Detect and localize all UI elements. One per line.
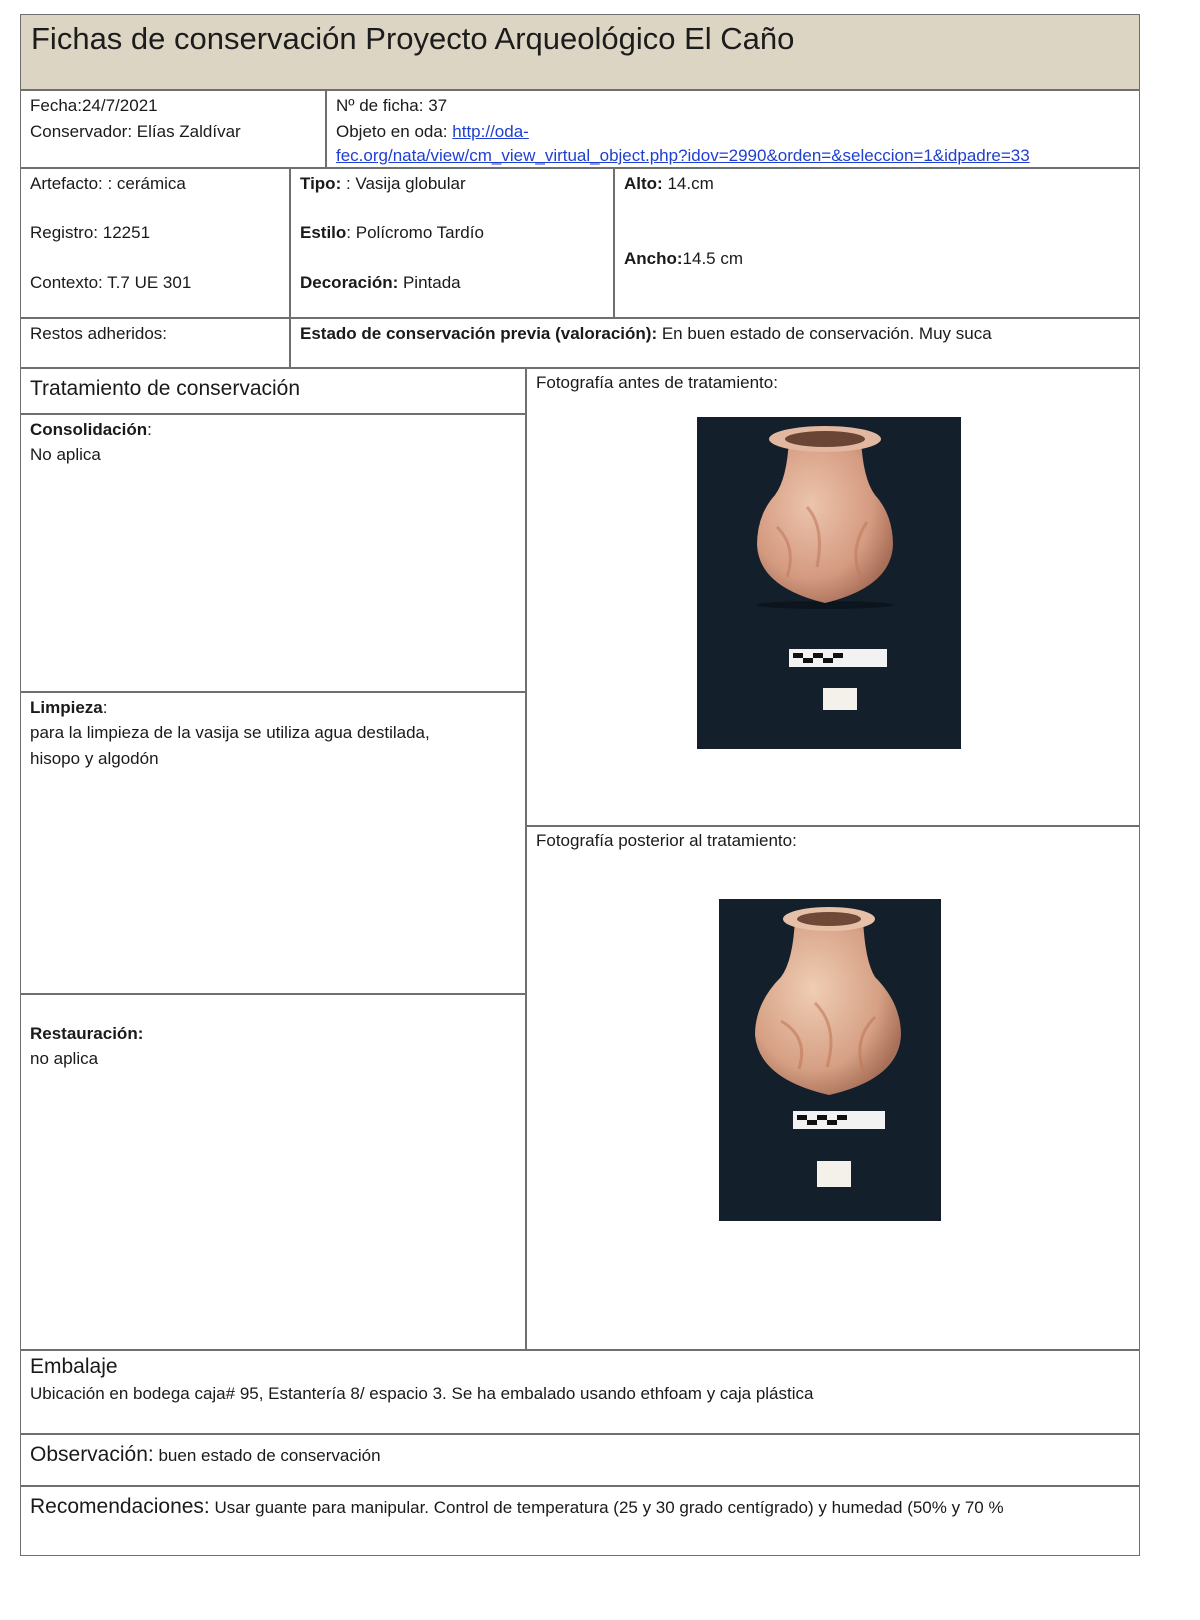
observacion-label: Observación: [30, 1443, 154, 1466]
objeto-label: Objeto en oda: [336, 122, 448, 141]
header-bar [20, 14, 1140, 90]
alto-value: 14.cm [662, 174, 714, 193]
restauracion-value: no aplica [30, 1049, 99, 1068]
foto-antes-cell [526, 368, 1140, 826]
ancho-row [624, 246, 743, 272]
tipo-row [300, 171, 466, 197]
limpieza-line-1: para la limpieza de la vasija se utiliza agua destilada, [30, 723, 430, 742]
photo-before-image [697, 417, 961, 749]
consolidacion-value: No aplica [30, 445, 101, 464]
estilo-value: : Polícromo Tardío [346, 223, 484, 242]
observacion-cell [20, 1434, 1140, 1486]
limpieza-row [30, 695, 107, 721]
conservador-text: Conservador: Elías Zaldívar [30, 122, 241, 141]
page-title: Fichas de conservación Proyecto Arqueológico El Caño [31, 21, 795, 56]
estado-row [300, 321, 992, 347]
objeto-link-continued[interactable]: fec.org/nata/view/cm_view_virtual_object.php?idov=2990&orden=&seleccion=1&idpadre=33 [336, 146, 1030, 165]
tipo-cell [290, 168, 614, 318]
recomendaciones-row [30, 1495, 1004, 1521]
photo-after-image [719, 899, 941, 1221]
alto-label: Alto: [624, 174, 663, 193]
consolidacion-label: Consolidación [30, 420, 148, 439]
tratamiento-heading: Tratamiento de conservación [30, 377, 301, 400]
fecha-cell [20, 90, 326, 168]
artefacto-cell [20, 168, 290, 318]
estado-label: Estado de conservación previa (valoración): [300, 324, 658, 343]
restauracion-label: Restauración: [30, 1024, 144, 1043]
conservation-sheet [20, 14, 1180, 1600]
tipo-label: Tipo: [300, 174, 342, 193]
embalaje-text: Ubicación en bodega caja# 95, Estantería 8/ espacio 3. Se ha embalado usando ethfoam y caja plástica [30, 1384, 814, 1403]
observacion-row [30, 1443, 381, 1469]
consolidacion-sep: : [147, 420, 152, 439]
contexto-text: Contexto: T.7 UE 301 [30, 273, 192, 292]
consolidacion-row [30, 417, 152, 443]
objeto-link[interactable]: http://oda- [452, 122, 529, 141]
ancho-value: 14.5 cm [682, 249, 744, 268]
decoracion-value: Pintada [398, 273, 461, 292]
restos-text: Restos adheridos: [30, 324, 168, 343]
fecha-text: Fecha:24/7/2021 [30, 96, 158, 115]
consolidacion-cell [20, 414, 526, 692]
restos-cell [20, 318, 290, 368]
alto-row [624, 171, 714, 197]
estado-cell [290, 318, 1140, 368]
limpieza-sep: : [102, 698, 108, 717]
ancho-label: Ancho: [624, 249, 683, 268]
objeto-row [336, 119, 529, 145]
estilo-row [300, 220, 484, 246]
limpieza-cell [20, 692, 526, 994]
objeto-link-cont [336, 143, 1030, 169]
ficha-number: Nº de ficha: 37 [336, 96, 448, 115]
recomendaciones-cell [20, 1486, 1140, 1556]
limpieza-line-2: hisopo y algodón [30, 749, 159, 768]
decoracion-label: Decoración: [300, 273, 399, 292]
observacion-value: buen estado de conservación [153, 1446, 381, 1465]
estilo-label: Estilo [300, 223, 347, 242]
tipo-value: : Vasija globular [341, 174, 466, 193]
limpieza-label: Limpieza [30, 698, 103, 717]
medidas-cell [614, 168, 1140, 318]
recomendaciones-value: Usar guante para manipular. Control de temperatura (25 y 30 grado centígrado) y humedad (50% y 70 % [209, 1498, 1004, 1517]
embalaje-cell [20, 1350, 1140, 1434]
foto-despues-caption: Fotografía posterior al tratamiento: [536, 831, 797, 850]
embalaje-title: Embalaje [30, 1355, 118, 1378]
foto-despues-cell [526, 826, 1140, 1350]
estado-value: En buen estado de conservación. Muy suca [657, 324, 992, 343]
registro-text: Registro: 12251 [30, 223, 151, 242]
foto-antes-caption: Fotografía antes de tratamiento: [536, 373, 778, 392]
ficha-cell [326, 90, 1140, 168]
recomendaciones-label: Recomendaciones: [30, 1495, 210, 1518]
artefacto-text: Artefacto: : cerámica [30, 174, 186, 193]
tratamiento-heading-cell [20, 368, 526, 414]
restauracion-cell [20, 994, 526, 1350]
decoracion-row [300, 270, 461, 296]
